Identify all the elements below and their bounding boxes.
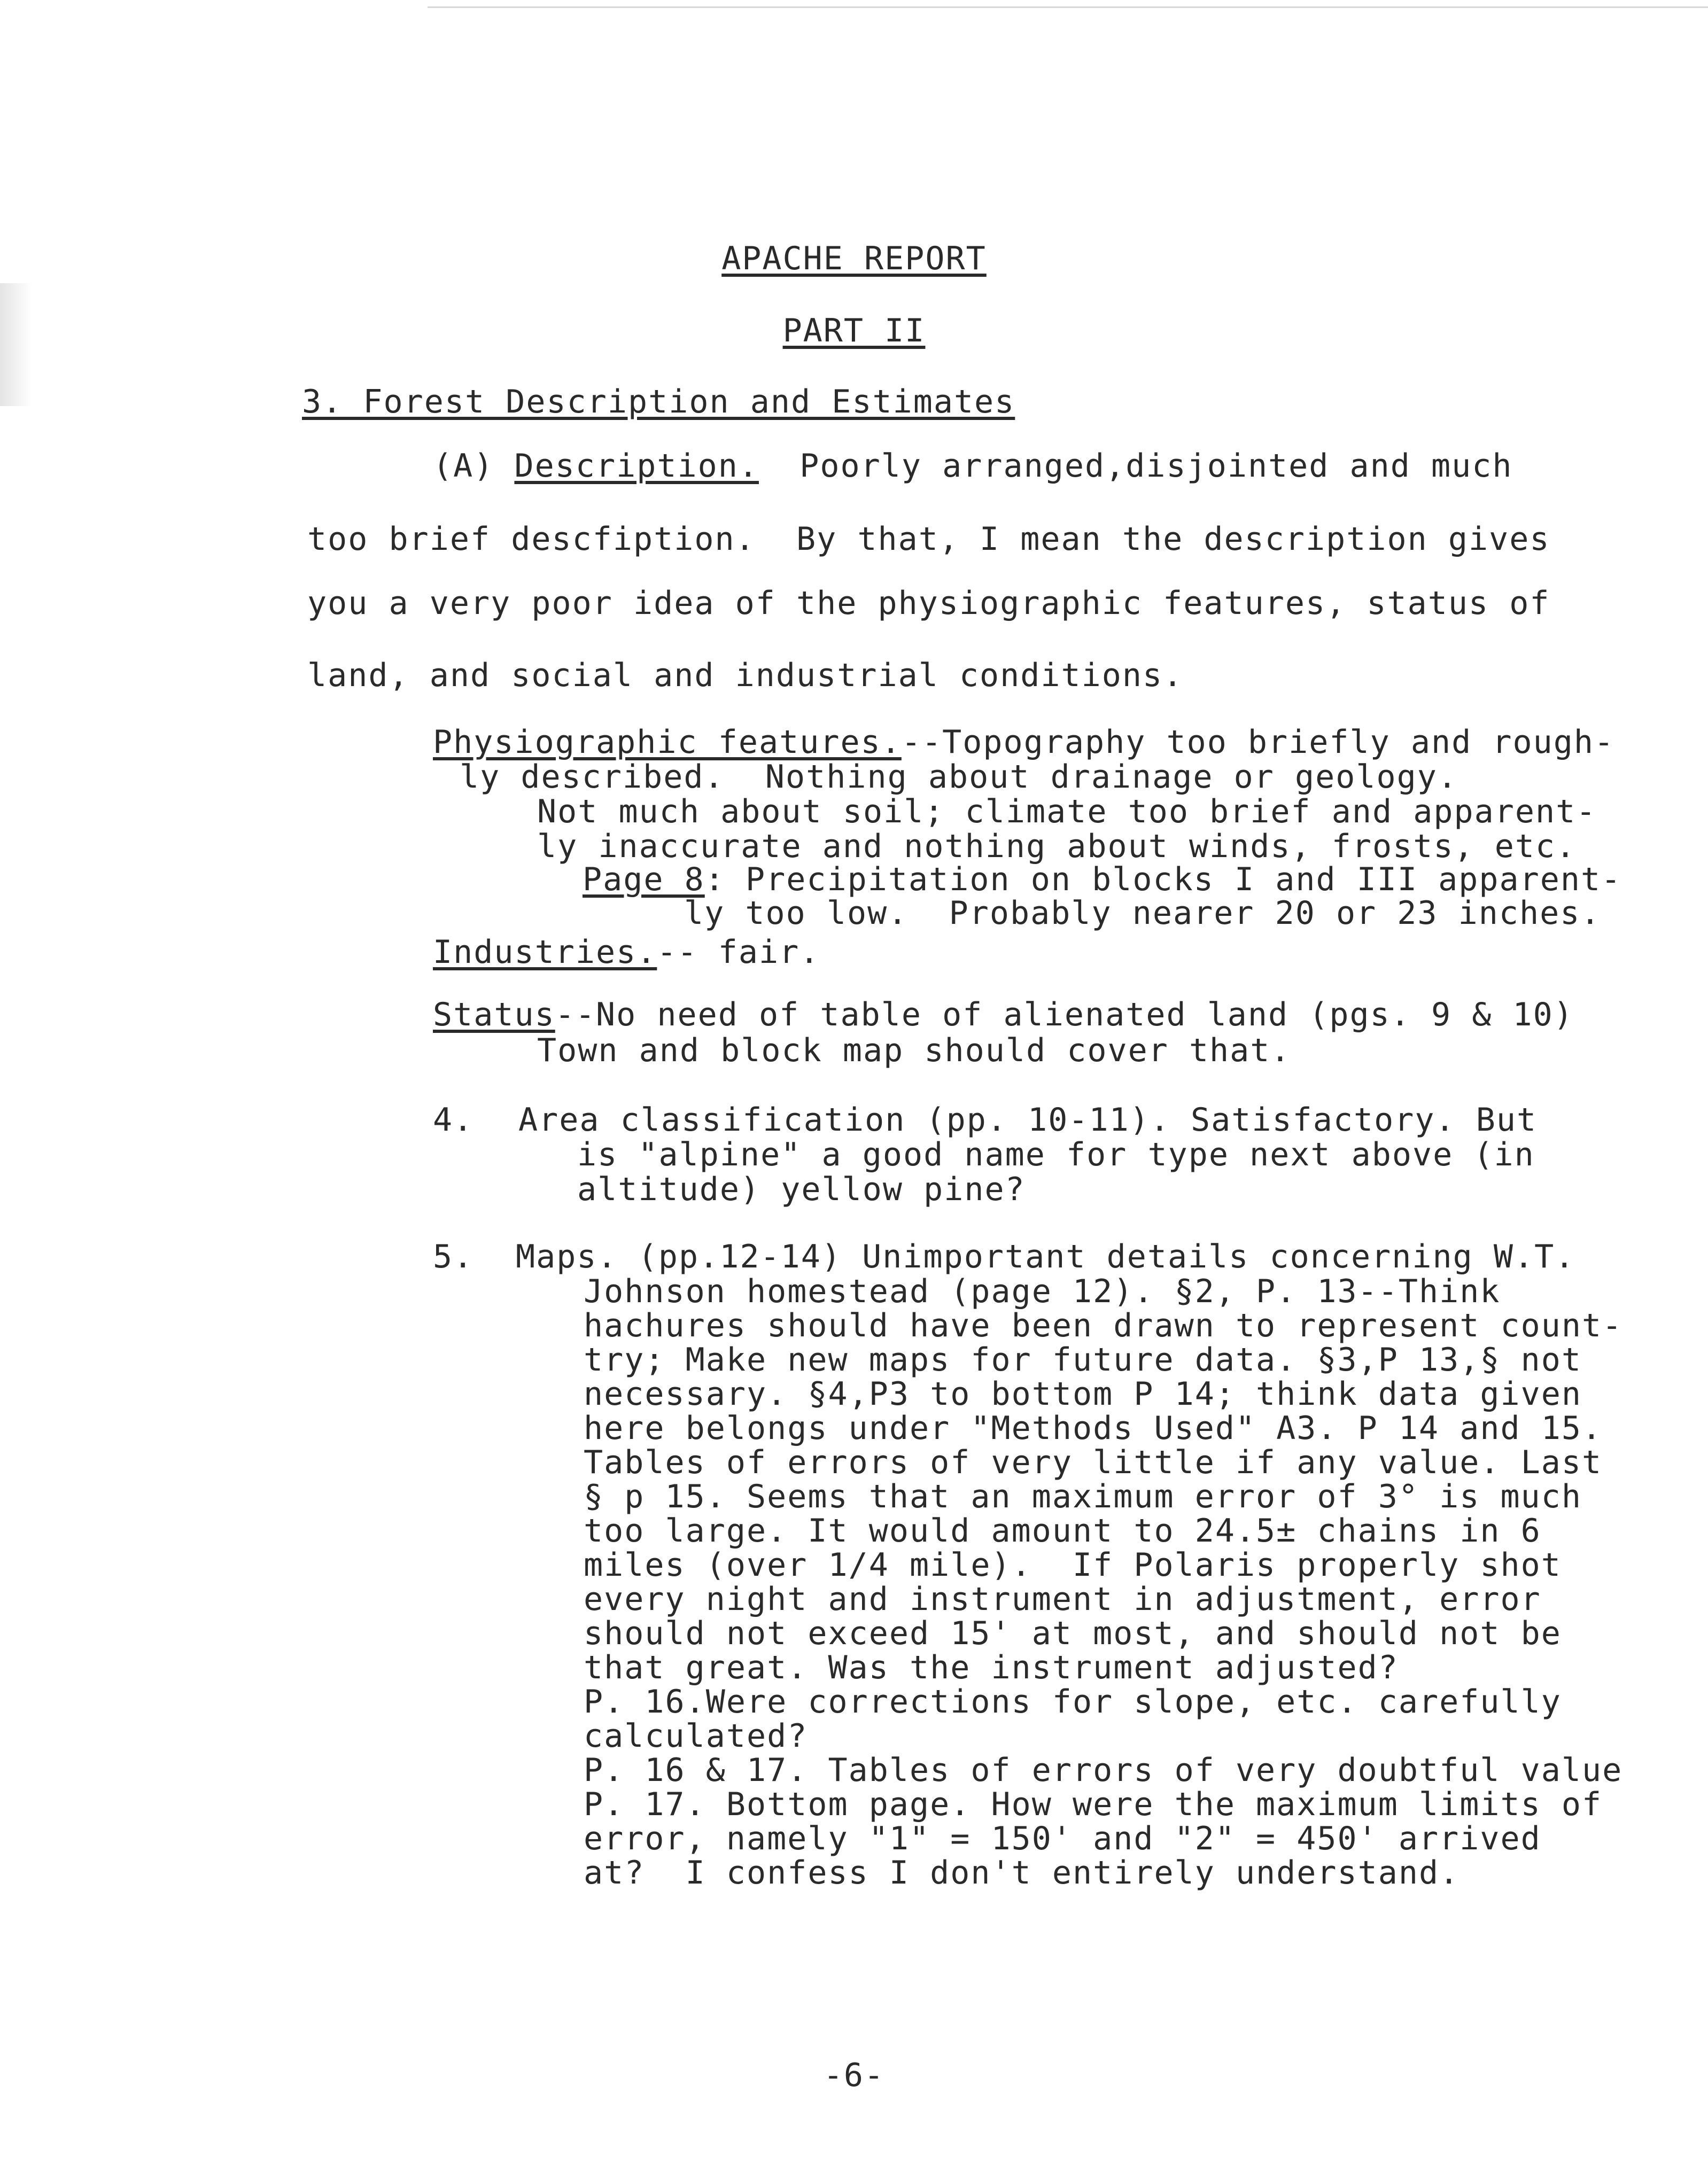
area-item-number: 4. — [433, 1101, 474, 1139]
status-line-2: Town and block map should cover that. — [537, 1032, 1291, 1069]
maps-line: too large. It would amount to 24.5± chains in 6 — [584, 1512, 1541, 1550]
maps-item-number: 5. — [433, 1238, 474, 1275]
description-label: (A) — [433, 447, 515, 485]
physiographic-line-6: ly too low. Probably nearer 20 or 23 inches. — [684, 894, 1601, 932]
maps-line: necessary. §4,P3 to bottom P 14; think data given — [584, 1375, 1582, 1413]
status-title: Status — [433, 996, 555, 1033]
physiographic-line-1-text: --Topography too briefly and rough- — [901, 723, 1615, 761]
status-line-1 — [433, 997, 1574, 1033]
physiographic-line-5 — [583, 861, 1621, 898]
physiographic-line-3: Not much about soil; climate too brief and apparent- — [537, 793, 1597, 830]
maps-line: that great. Was the instrument adjusted? — [584, 1649, 1399, 1686]
description-line-1-text: Poorly arranged,disjointed and much — [758, 447, 1513, 485]
maps-line: P. 16.Were corrections for slope, etc. carefully — [584, 1683, 1562, 1721]
maps-line: should not exceed 15' at most, and should not be — [584, 1615, 1562, 1652]
physiographic-line-4: ly inaccurate and nothing about winds, frosts, etc. — [537, 828, 1577, 865]
description-line-2: too brief descfiption. By that, I mean the description gives — [307, 520, 1550, 558]
physiographic-line-1 — [433, 724, 1614, 760]
report-title: APACHE REPORT — [721, 240, 987, 277]
area-line-3: altitude) yellow pine? — [577, 1171, 1026, 1208]
status-text: --No need of table of alienated land (pgs. 9 & 10) — [555, 996, 1574, 1033]
maps-line: try; Make new maps for future data. §3,P 13,§ not — [584, 1341, 1582, 1379]
maps-line: error, namely "1" = 150' and "2" = 450' arrived — [584, 1820, 1541, 1857]
physiographic-title: Physiographic features. — [433, 723, 902, 761]
maps-line: here belongs under "Methods Used" A3. P 14 and 15. — [584, 1410, 1603, 1447]
description-title: Description. — [514, 447, 759, 485]
maps-line: § p 15. Seems that an maximum error of 3° is much — [584, 1478, 1582, 1515]
maps-line: at? I confess I don't entirely understand. — [584, 1854, 1460, 1892]
maps-line: Johnson homestead (page 12). §2, P. 13--Think — [584, 1273, 1501, 1310]
page-reference: Page 8 — [583, 861, 705, 898]
area-line-1: Area classification (pp. 10-11). Satisfactory. But — [518, 1101, 1538, 1139]
maps-line: Maps. (pp.12-14) Unimportant details concerning W.T. — [516, 1238, 1575, 1275]
maps-line: miles (over 1/4 mile). If Polaris properly shot — [584, 1546, 1562, 1584]
maps-line: Tables of errors of very little if any value. Last — [584, 1444, 1603, 1481]
maps-line: P. 17. Bottom page. How were the maximum limits of — [584, 1786, 1603, 1823]
maps-line: calculated? — [584, 1717, 808, 1755]
industries-text: -- fair. — [657, 933, 820, 971]
maps-line: P. 16 & 17. Tables of errors of very doubtful value — [584, 1752, 1623, 1789]
maps-line: every night and instrument in adjustment, error — [584, 1581, 1541, 1618]
physiographic-line-2: ly described. Nothing about drainage or geology. — [460, 758, 1458, 796]
industries-title: Industries. — [433, 933, 657, 971]
page-number: -6- — [823, 2057, 885, 2094]
physiographic-line-5-text: : Precipitation on blocks I and III apparent- — [704, 861, 1622, 898]
page-top-edge — [428, 6, 1708, 8]
maps-line: hachures should have been drawn to represent count- — [584, 1307, 1623, 1344]
area-line-2: is "alpine" a good name for type next above (in — [577, 1136, 1535, 1173]
description-line-1 — [433, 448, 1513, 484]
description-line-3: you a very poor idea of the physiographic features, status of — [307, 585, 1550, 622]
section-heading: 3. Forest Description and Estimates — [302, 383, 1015, 421]
industries-line — [433, 934, 820, 970]
report-part: PART II — [782, 312, 926, 349]
description-line-4: land, and social and industrial conditions. — [307, 657, 1184, 694]
